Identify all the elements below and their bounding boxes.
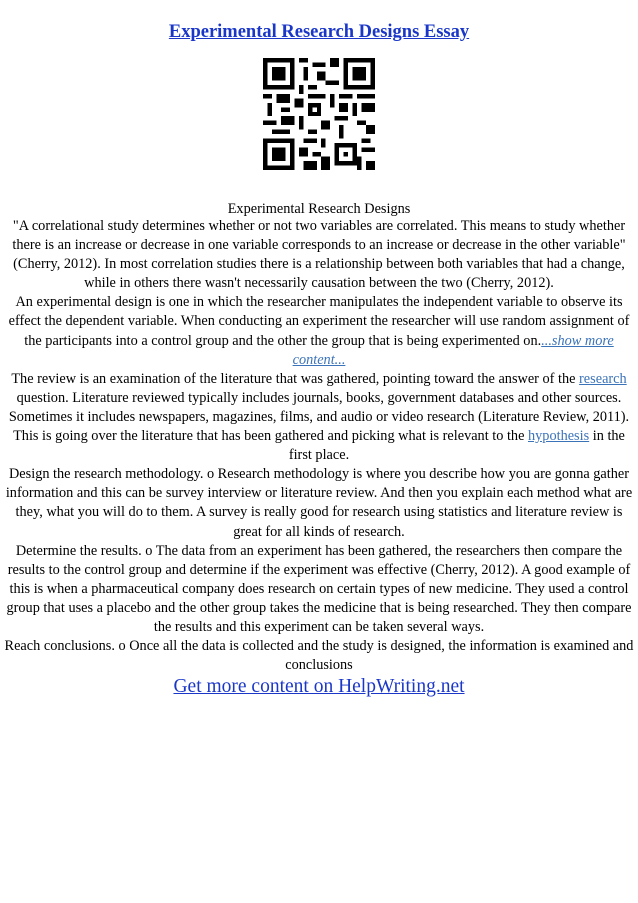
document-heading: Experimental Research Designs <box>227 201 411 217</box>
paragraph-3-end: in the first place. <box>288 428 625 464</box>
paragraph-3-intro: The review is an examination of the literature that was gathered, pointing toward the answer of the <box>11 370 580 387</box>
paragraph-3-text: question. Literature reviewed typically includes journals, books, government databases and other sources. Sometimes it includes newspapers, magazines, films, and audio or video research (Literature Review, 2011). This is going over the literature that has been gathered and picking what is relevant to the <box>8 389 630 445</box>
document-body <box>0 217 638 675</box>
paragraph-5: Determine the results. o The data from an experiment has been gathered, the researchers then compare the results to the control group and determine if the experiment was effective (Cherry, 2012). A good example of this is when a pharmaceutical company does research on certain types of new medicine. They used a control group that uses a placebo and the other group takes the medicine that is being researched. They then compare the results and this experiment can be taken several ways. <box>6 542 632 635</box>
paragraph-2-text: An experimental design is one in which the researcher manipulates the independent variable to observe its effect the dependent variable. When conducting an experiment the researcher will use random assignment of the participants into a control group and the other the group that is being experimented on. <box>8 294 630 349</box>
hypothesis-link[interactable]: hypothesis <box>528 428 590 445</box>
page-title[interactable]: Experimental Research Designs Essay <box>168 22 470 42</box>
paragraph-4: Design the research methodology. o Research methodology is where you describe how you are gonna gather information and this can be survey interview or literature review. And then you explain each method what are they, what you will do to them. A survey is really good for research using statistics and literature review is great for all kinds of research. <box>5 466 633 540</box>
paragraph-3 <box>0 370 638 465</box>
qr-code-icon <box>263 58 375 170</box>
paragraph-1: "A correlational study determines whether or not two variables are correlated. This means to study whether there is an increase or decrease in one variable corresponds to an increase or decrease in the other variable" (Cherry, 2012). In most correlation studies there is a relationship between both variables that had a change, while in others there wasn't necessarily causation between the two (Cherry, 2012). <box>12 218 626 292</box>
research-link[interactable]: research <box>579 370 627 387</box>
helpwriting-link[interactable]: Get more content on HelpWriting.net <box>173 676 465 697</box>
paragraph-2 <box>0 293 638 369</box>
show-more-link[interactable]: ...show more content... <box>292 332 614 368</box>
paragraph-6: Reach conclusions. o Once all the data is collected and the study is designed, the information is examined and conclusions <box>4 638 634 674</box>
